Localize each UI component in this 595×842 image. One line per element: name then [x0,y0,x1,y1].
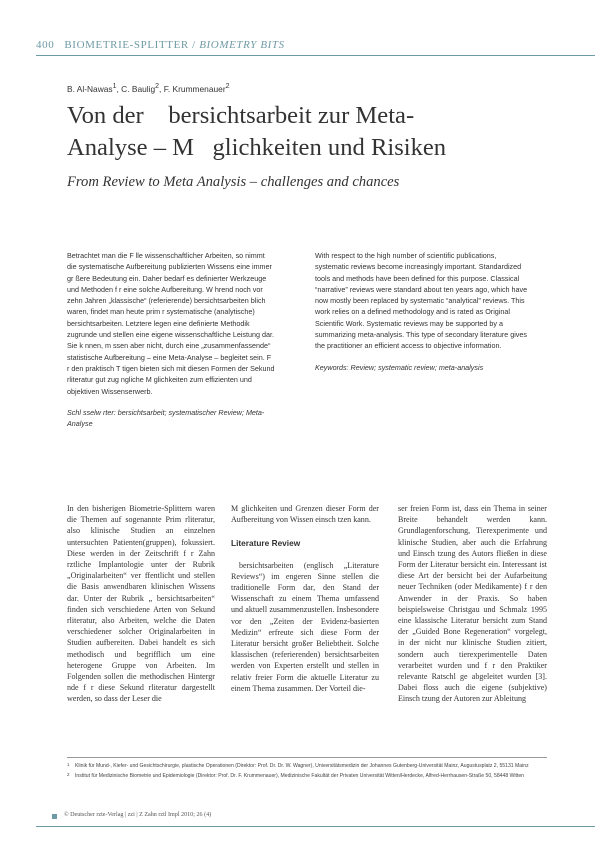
abstract-text: With respect to the high number of scientific publications, systematic reviews become increasingly important. Standardized tools and methods have been defined for this purpose. Classical “narrative” reviews were standard about ten years ago, which have now mostly been replaced by systematic “analytical” reviews. This work relies on a defined methodology and is rated as Original Scientific Work. Systematic reviews may be supported by a summarizing meta-analysis. This type of secondary literature gives the practitioner an efficient access to objective information. [315,251,528,351]
article-title [67,100,547,164]
author-name: F. Krummenauer [163,83,226,94]
article-subtitle: From Review to Meta Analysis – challenges and chances [67,174,400,190]
section-name-de: BIOMETRIE-SPLITTER / [64,39,196,51]
footnote-1 [67,762,547,770]
affiliation-mark: 2 [155,83,160,90]
footer-citation: © Deutscher rzte-Verlag | zzi | Z Zahn rztl Impl 2010; 26 (4) [64,812,212,818]
running-header [36,39,285,51]
body-column-2 [231,503,379,694]
body-column-1 [67,503,215,705]
footnotes [67,762,547,783]
footnote-2 [67,772,547,780]
section-heading: Literature Review [231,538,301,549]
author-name: B. Al-Nawas [67,83,113,94]
body-column-3 [398,503,547,705]
footer-rule [36,826,595,827]
abstract-text: Betrachtet man die F lle wissenschaftlicher Arbeiten, so nimmt die systematische Aufbereitung publizierten Wissens eine immer gr ßere Bedeutung ein. Daher bedarf es definierter Werkzeuge und Methoden f r eine solche Aufbereitung. W hrend noch vor zehn Jahren „klassische“ (referierende) bersichtsarbeiten blich waren, findet man heute prim r systematische (analytische) bersichtsarbeiten. Letztere legen eine definierte Methodik zugrunde und stellen eine eigene wissenschaftliche Leistung dar. Sie k nnen, m ssen aber nicht, durch eine „zusammenfassende“ statistische Aufbereitung – eine Meta-Analyse – begleitet sein. F r den praktisch T tigen bieten sich mit diesen Formen der Sekund rliteratur gut zug ngliche M glichkeiten zum effizienten und objektiven Wissenserwerb. [67,251,275,396]
author-name: C. Baulig [121,83,156,94]
footnote-text: Institut für Medizinische Biometrie und Epidemiologie (Direktor: Prof. Dr. F. Krummenauer), Medizinische Fakultät der Privaten Universität Witten/Herdecke, Alfred-Herrhausen-Straße 50, 58448 Witten [75,773,524,780]
author-list: B. Al-Nawas$^1$, C. Baulig$^2$, F. Krummenauer$^2$ [67,83,230,94]
body-paragraph: M glichkeiten und Grenzen dieser Form der Aufbereitung von Wissen einsch tzen kann. [231,504,379,525]
affiliation-mark: 2 [225,83,230,90]
footnote-mark: 2 [67,772,70,778]
title-line-1: Von der bersichtsarbeit zur Meta- [67,102,415,129]
keywords-german: Schl sselw rter: bersichtsarbeit; systematischer Review; Meta-Analyse [67,407,265,429]
affiliation-mark: 1 [112,83,117,90]
footer-square-icon [52,814,57,819]
abstract-german [67,250,275,429]
footnote-mark: 1 [67,762,70,767]
abstract-english [315,250,530,373]
body-paragraph: ser freien Form ist, dass ein Thema in seiner Breite behandelt werden kann. Grundlagenforschung, Tierexperimente und klinische Studien, aber auch die Erfahrung und Einsch tzung des Autors fließen in diese Form der Literatur bersicht ein. Interessant ist diese Art der bersicht bei der Aufarbeitung neuer Techniken (oder Medikamente) f r den Anwender in der Praxis. So haben beispielsweise Christgau und Schmalz 1995 eine klassische Literatur bersicht zum Stand der „Guided Bone Regeneration“ vorgelegt, in der nicht nur klinische Studien zitiert, sondern auch tierexperimentelle Daten verarbeitet wurden und f r den Praktiker relevante Ratschl ge abgeleitet wurden [3]. Dabei floss auch die eigene (subjektive) Einsch tzung der Autoren zur Ableitung [398,504,547,704]
page-number: 400 [36,39,55,51]
header-rule [36,55,595,56]
footnote-rule [67,757,547,758]
footnote-text: Klinik für Mund-, Kiefer- und Gesichtschirurgie, plastische Operationen (Direktor: Prof. Dr. Dr. W. Wagner), Universitätsmedizin der Johannes Gutenberg-Universität Mainz, Augustusplatz 2, 55131 Mainz [75,763,529,769]
body-paragraph: bersichtsarbeiten (englisch „Literature Reviews“) im engeren Sinne stellen die traditionelle Form dar, den Stand der Wissenschaft zu einem Thema umfassend und aktuell zusammenzustellen. Insbesondere vor den „Zeiten der Evidenz-basierten Medizin“ erfreute sich diese Form der Literatur bersicht großer Beliebtheit. Solche klassischen (referierenden) bersichtsarbeiten werden von Experten erstellt und stellen in relativ freier Form die aktuelle Literatur zu einem Thema zusammen. Der Vorteil die- [231,560,379,693]
keywords-english: Keywords: Review; systematic review; meta-analysis [315,362,484,372]
title-line-2: Analyse – M glichkeiten und Risiken [67,134,447,161]
body-paragraph: In den bisherigen Biometrie-Splittern waren die Themen auf sogenannte Prim rliteratur, also klinische Studien an einzelnen untersuchten Patienten(gruppen), fokussiert. Diese werden in der Zeitschrift f r Zahn rztliche Implantologie unter der Rubrik „Originalarbeiten“ ver ffentlicht und stellen die Basis anwendbaren klinischen Wissens dar. Unter der Rubrik „ bersichtsarbeiten“ finden sich verschiedene Arten von Sekund rliteratur, also Arbeiten, welche die Daten verschiedener solcher Originalarbeiten in Studien aufbereiten. Dabei handelt es sich methodisch und begrifflich um eine heterogene Gruppe von Arbeiten. Im Folgenden sollen die methodischen Hintergr nde f r diese Sekund rliteratur dargestellt werden, so dass der Leser die [67,504,215,704]
section-name-en: BIOMETRY BITS [199,39,285,51]
